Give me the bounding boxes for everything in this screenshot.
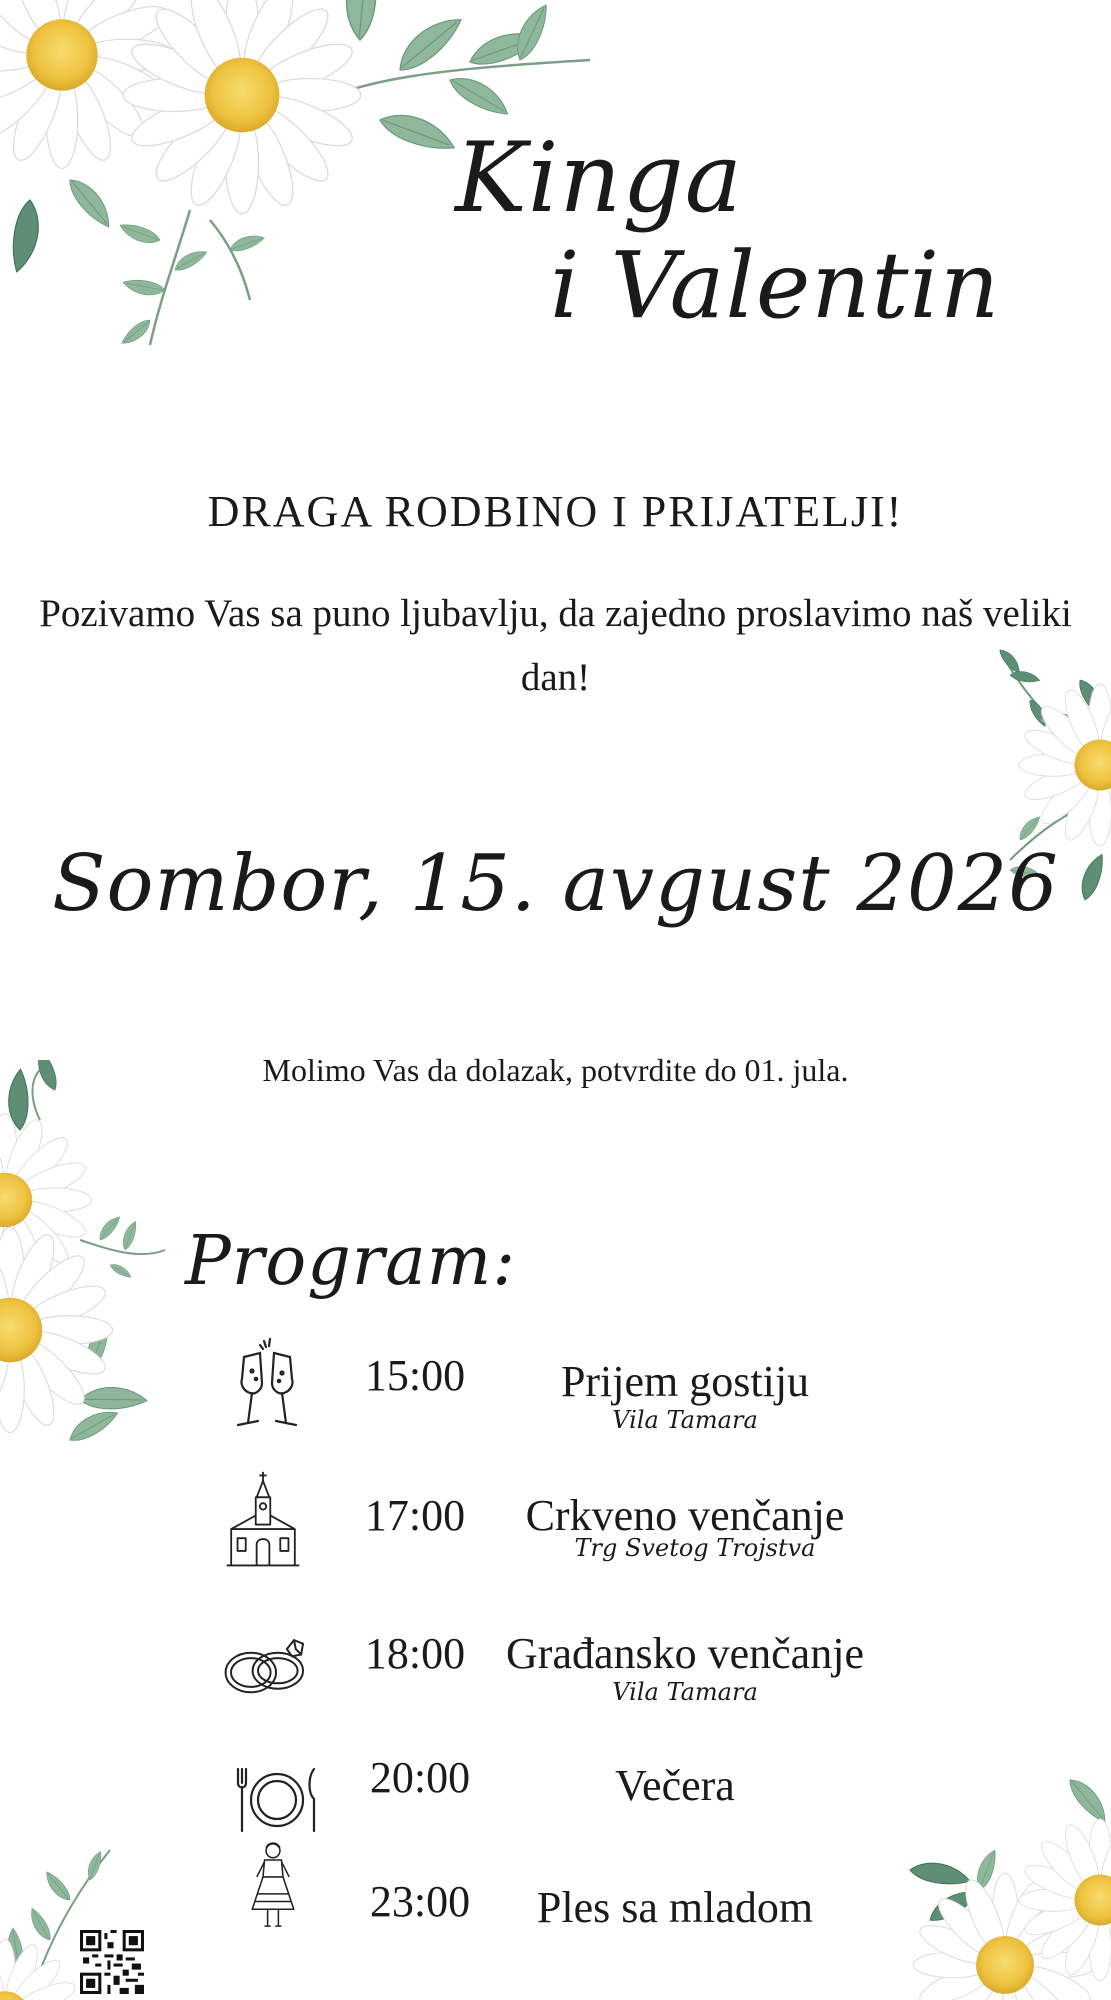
bride-dancer-icon — [228, 1840, 318, 1940]
champagne-glasses-icon — [222, 1335, 312, 1435]
greeting-heading: DRAGA RODBINO I PRIJATELJI! — [207, 487, 904, 536]
program-title: Prijem gostiju — [560, 1357, 810, 1406]
program-title: Ples sa mladom — [536, 1883, 814, 1932]
invitation-text: Pozivamo Vas sa puno ljubavlju, da zajedno proslavimo naš veliki dan! — [39, 592, 1072, 699]
floral-decoration-bottom-right — [900, 1770, 1111, 2000]
wedding-rings-icon — [222, 1618, 312, 1718]
program-title: Crkveno venčanje — [525, 1491, 845, 1540]
program-place: Trg Svetog Trojstva — [574, 1534, 816, 1562]
program-title: Večera — [615, 1761, 735, 1810]
bride-name: Kinga — [455, 122, 743, 234]
groom-name: i Valentin — [550, 232, 1001, 339]
program-place: Vila Tamara — [612, 1406, 758, 1434]
program-heading: Program: — [185, 1222, 517, 1301]
program-time: 17:00 — [364, 1491, 466, 1540]
program-time: 23:00 — [369, 1877, 471, 1926]
program-time: 20:00 — [369, 1753, 471, 1802]
program-place: Vila Tamara — [612, 1678, 758, 1706]
plate-cutlery-icon — [232, 1750, 322, 1850]
place-date: Sombor, 15. avgust 2026 — [52, 839, 1059, 929]
program-time: 18:00 — [364, 1629, 466, 1678]
floral-decoration-left — [0, 1060, 180, 1480]
program-time: 15:00 — [364, 1351, 466, 1400]
church-icon — [218, 1470, 308, 1570]
rsvp-text: Molimo Vas da dolazak, potvrdite do 01. jula. — [262, 1052, 849, 1088]
qr-code[interactable] — [80, 1930, 144, 1994]
program-title: Građansko venčanje — [506, 1629, 864, 1678]
